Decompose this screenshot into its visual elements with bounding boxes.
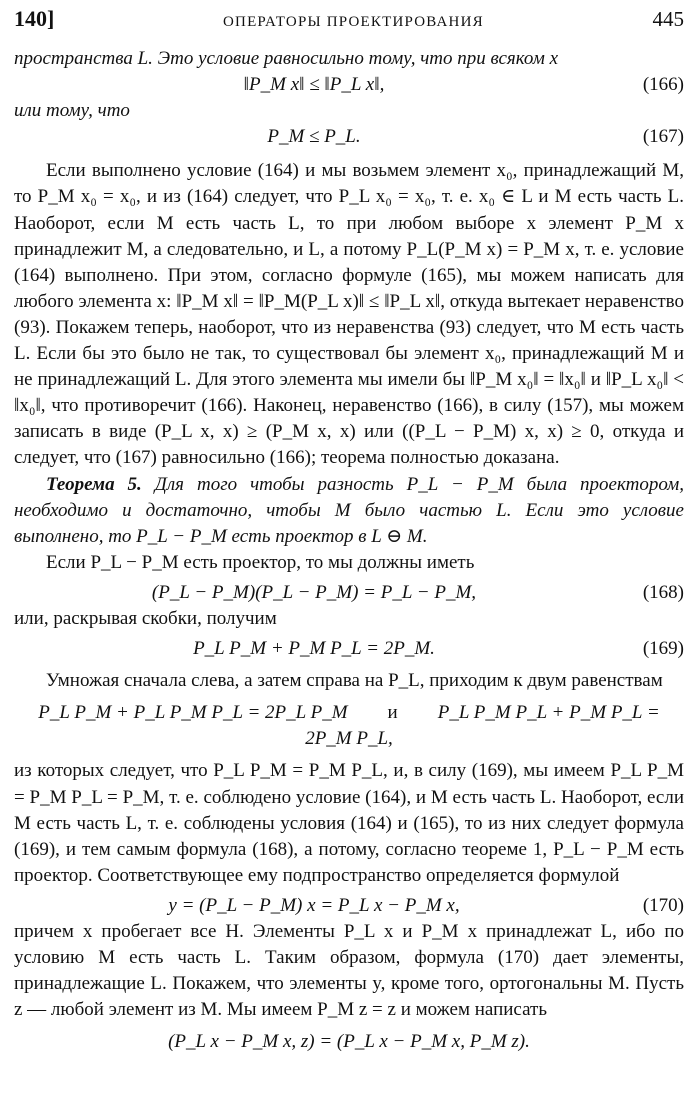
paragraph-proof: Если выполнено условие (164) и мы возьмем элемент x₀, принадлежащий M, то P_M x₀ = x₀, и из (164) следует, что P_L x₀ = x₀, т. е. x₀ ∈ L и M есть часть L. Наоборот, если M есть часть L, то при любом выборе x элемент P_M x принадлежит M, а следовательно, и L, а потому P_L(P_M x) = P_M x, т. е. условие (164) выполнено. При этом, согласно формуле (165), мы можем написать для любого элемента x: ‖P_M x‖ = ‖P_M(P_L x)‖ ≤ ‖P_L x‖, откуда вытекает неравенство (93). Покажем теперь, наоборот, что из неравенства (93) следует, что M есть часть L. Если бы это было не так, то существовал бы элемент x₀, принадлежащий M и не принадлежащий L. Для этого элемента мы имели бы ‖P_M x₀‖ = ‖x₀‖ и ‖P_L x₀‖ < ‖x₀‖, что противоречит (166). Наконец, неравенство (166), в силу (157), мы можем записать в виде (P_L x, x) ≥ (P_M x, x) или ((P_L − P_M) x, x) ≥ 0, откуда и следует, что (167) равносильно (166); теорема полностью доказана. (14, 160, 684, 469)
section-number: 140] (14, 6, 55, 31)
page-number: 445 (652, 7, 684, 31)
paragraph-multiply: Умножая сначала слева, а затем справа на P_L, приходим к двум равенствам (46, 670, 663, 692)
equation-left: P_L P_M + P_L P_M P_L = 2P_L P_M (38, 702, 348, 724)
equation-number: (170) (642, 894, 684, 916)
equation-formula: y = (P_L − P_M) x = P_L x − P_M x, (168, 894, 460, 916)
equation-169 (14, 636, 684, 662)
equation-168 (14, 580, 684, 606)
paragraph-from-which: из которых следует, что P_L P_M = P_M P_L, и, в силу (169), мы имеем P_L P_M = P_M P_L = P_M, т. е. соблюдено условие (164), и M есть часть L. Наоборот, если M есть часть L, т. е. соблюдены условия (164) и (165), то из них следует формула (169), и тем самым формула (168), а потому, согласно теореме 1, P_L − P_M есть проектор. Соответствующее ему подпространство определяется формулой (14, 760, 684, 886)
theorem-5 (14, 472, 684, 550)
paragraph-where-x: причем x пробегает все H. Элементы P_L x и P_M x принадлежат L, ибо по условию M есть часть L. Таким образом, формула (170) дает элементы, принадлежащие L. Покажем, что элементы y, кроме того, ортогональны M. Пусть z — любой элемент из M. Мы имеем P_M z = z и можем написать (14, 921, 684, 1021)
equation-pair (14, 700, 684, 752)
page-body (14, 46, 684, 1055)
equation-number: (167) (642, 126, 684, 148)
equation-166 (14, 72, 684, 98)
paragraph-if-projector: Если P_L − P_M есть проектор, то мы должны иметь (46, 551, 475, 573)
equation-formula: (P_L − P_M)(P_L − P_M) = P_L − P_M, (151, 581, 477, 603)
equation-number: (169) (642, 638, 684, 660)
running-title: ОПЕРАТОРЫ ПРОЕКТИРОВАНИЯ (223, 14, 484, 30)
paragraph-or: или тому, что (14, 100, 130, 122)
equation-final (14, 1029, 684, 1055)
equation-conjunction: и (387, 702, 398, 724)
theorem-statement: Для того чтобы разность P_L − P_M была проектором, необходимо и достаточно, чтобы M было частью L. Если это условие выполнено, то P_L − P_M есть проектор в L ⊖ M. (14, 473, 685, 547)
equation-number: (166) (642, 74, 684, 96)
theorem-label: Теорема 5. (46, 473, 142, 495)
paragraph-continuation: пространства L. Это условие равносильно тому, что при всяком x (14, 48, 559, 69)
equation-formula: P_M ≤ P_L. (267, 126, 361, 148)
equation-formula: P_L P_M + P_M P_L = 2P_M. (193, 638, 435, 660)
equation-formula: ‖P_M x‖ ≤ ‖P_L x‖, (243, 74, 385, 96)
equation-167 (14, 124, 684, 150)
page-header (14, 6, 684, 36)
equation-right: P_L P_M P_L + P_M P_L = 2P_M P_L, (305, 702, 660, 750)
equation-170 (14, 893, 684, 919)
paragraph-expand: или, раскрывая скобки, получим (14, 607, 277, 629)
equation-formula: (P_L x − P_M x, z) = (P_L x − P_M x, P_M z). (168, 1031, 530, 1053)
equation-number: (168) (642, 581, 684, 603)
